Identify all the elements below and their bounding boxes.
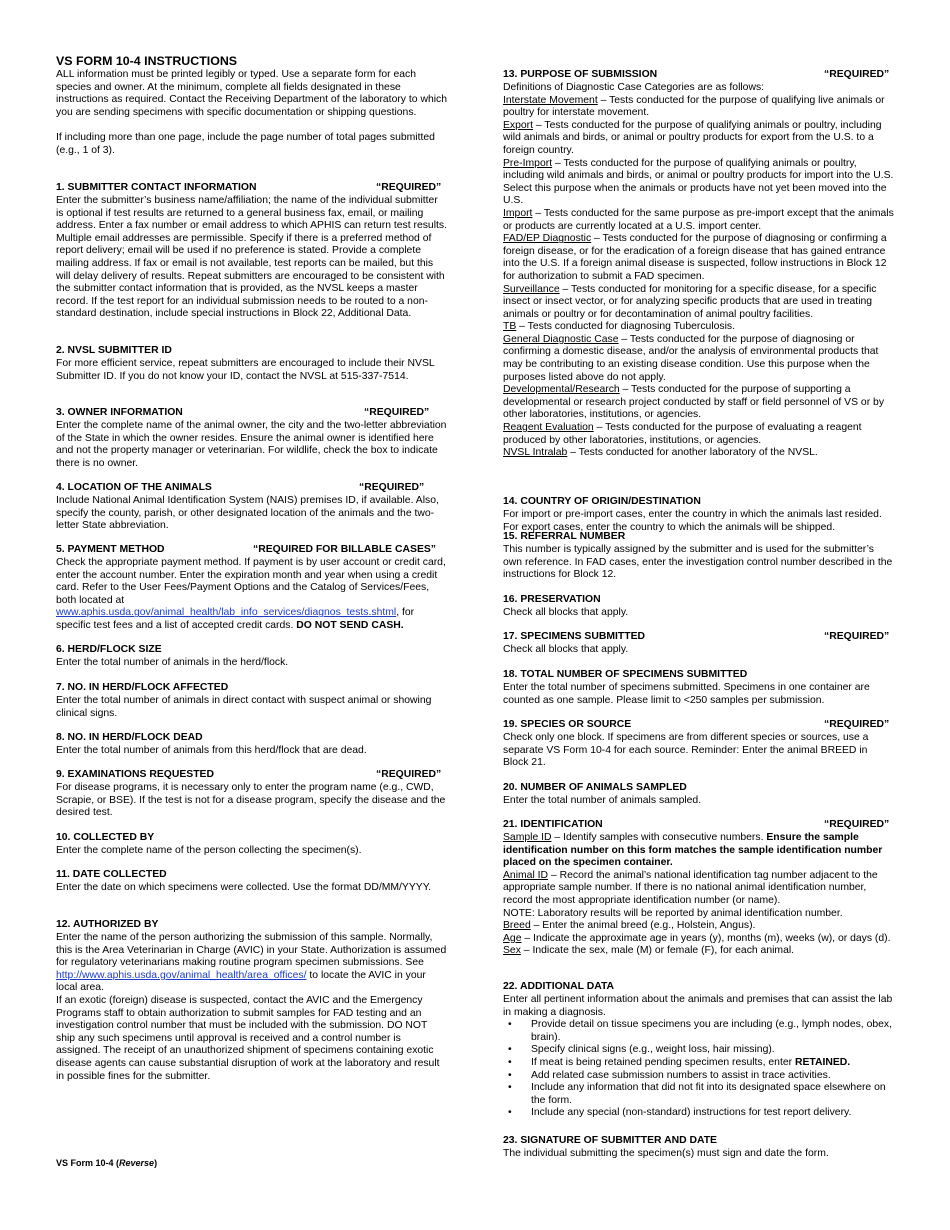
purpose-text: – Tests conducted for the purpose of qualifying live animals or poultry for interstate movement. (503, 94, 885, 119)
purpose-text: – Tests conducted for another laboratory of the NVSL. (567, 447, 818, 459)
section-20 (503, 782, 895, 808)
purpose-term: Interstate Movement (503, 94, 598, 106)
section-body: Enter the submitter’s business name/affiliation; the name of the individual submitter is optional if test results are returned to a general business fax, email, or mailing address. Enter a fax number or email address to which APHIS can return test results. Multiple email addresses are permissible. Specify if there is a preferred method of report delivery; email will be used if no preference is stated. Provide a complete mailing address. If fax or email is not available, test reports can be mailed, but this will delay delivery of results. Repeat submitters are encouraged to be consistent with the submitter contact information that is provided, as the NVSL keeps a master record. If the test report for an individual submission needs to be routed to a non-standard destination, include special instructions in Block 22, Additional Data. (56, 195, 447, 320)
section-22 (503, 981, 895, 1120)
list-item: • Add related case submission numbers to assist in trace activities. (503, 1070, 895, 1083)
section-heading: 3. OWNER INFORMATION (56, 407, 183, 418)
section-6 (56, 644, 448, 670)
section-heading: 2. NVSL SUBMITTER ID (56, 345, 172, 356)
purpose-definition (503, 120, 895, 158)
purpose-text: – Tests conducted for monitoring for a specific disease, for a specific insect or insect vector, or for analyzing specific products that are used in treating animals or poultry or for decontamination of animal poultry facilities. (503, 283, 877, 320)
section-heading: 11. DATE COLLECTED (56, 869, 167, 880)
purpose-text: – Tests conducted for the purpose of supporting a developmental or research project conducted by staff or field personnel of VS or by other laboratories, institutions, or agencies. (503, 384, 885, 421)
section-body: Check all blocks that apply. (503, 607, 629, 618)
required-label: “REQUIRED” (824, 631, 890, 642)
purpose-term: General Diagnostic Case (503, 333, 619, 345)
section-19 (503, 719, 895, 770)
additional-data-list (503, 1019, 895, 1120)
section-heading: 12. AUTHORIZED BY (56, 919, 159, 930)
section-body: The individual submitting the specimen(s) must sign and date the form. (503, 1148, 829, 1159)
required-label: “REQUIRED” (824, 719, 890, 730)
intro (56, 69, 448, 158)
list-item: • If meat is being retained pending specimen results, enter RETAINED. (503, 1057, 895, 1070)
list-item: • Include any special (non-standard) instructions for test report delivery. (503, 1107, 895, 1120)
section-9 (56, 769, 448, 820)
list-item: • Include any information that did not fit into its designated space elsewhere on the form. (503, 1082, 895, 1107)
section-heading: 16. PRESERVATION (503, 594, 601, 605)
section-heading: 17. SPECIMENS SUBMITTED (503, 631, 646, 642)
section-body: Enter the total number of animals sampled. (503, 795, 702, 806)
section-21: 21. IDENTIFICATION “REQUIRED” Sample ID – Identify samples with consecutive numbers. Ensure the sample identification number on this form matches the sample identification number placed on the specimen container. Animal ID – Record the animal’s national identification tag number adjacent to the appropriate sample number. If there is no national animal identification number, record the most appropriate identification number (or name). NOTE: Laboratory results will be reported by animal identification number. Breed – Enter the animal breed (e.g., Holstein, Angus). Age – Indicate the approximate age in years (y), months (m), weeks (w), or days (d). Sex – Indicate the sex, male (M) or female (F), for each animal. (503, 819, 895, 958)
section-heading: 8. NO. IN HERD/FLOCK DEAD (56, 732, 203, 743)
purpose-term: Developmental/Research (503, 384, 620, 396)
intro-pages-text: If including more than one page, include the page number of total pages submitted (e.g., 1 of 3). (56, 132, 435, 156)
purpose-text: – Tests conducted for diagnosing Tuberculosis. (516, 321, 736, 333)
section-body: Include National Animal Identification System (NAIS) premises ID, if available. Also, specify the county, parish, or other designated location of the animals and the two-letter State abbreviation. (56, 495, 439, 532)
required-label: “REQUIRED” (824, 69, 890, 80)
section-heading: 14. COUNTRY OF ORIGIN/DESTINATION (503, 496, 701, 507)
section-14 (503, 496, 895, 534)
purpose-definition (503, 384, 895, 422)
section-heading: 18. TOTAL NUMBER OF SPECIMENS SUBMITTED (503, 669, 748, 680)
purpose-term: Reagent Evaluation (503, 422, 594, 434)
section-body: Check the appropriate payment method. If payment is by user account or credit card, enter the account number. Enter the expiration month and year when using a credit card. Refer to the User Fees/Payment Options and the Catalog of Services/Fees, both located at (56, 557, 446, 606)
no-cash-warning: DO NOT SEND CASH. (296, 619, 404, 631)
purpose-definition (503, 158, 895, 208)
section-heading: 6. HERD/FLOCK SIZE (56, 644, 162, 655)
section-heading: 23. SIGNATURE OF SUBMITTER AND DATE (503, 1135, 717, 1146)
purpose-definition (503, 284, 895, 322)
breed-term: Breed (503, 920, 531, 932)
fees-link[interactable]: www.aphis.usda.gov/animal_health/lab_info_services/diagnos_tests.shtml (56, 607, 397, 619)
section-heading: 9. EXAMINATIONS REQUESTED (56, 769, 214, 780)
purpose-term: NVSL Intralab (503, 447, 568, 459)
section-heading: 5. PAYMENT METHOD (56, 544, 165, 555)
section-body: Enter all pertinent information about the animals and premises that can assist the lab in making a diagnosis. (503, 994, 893, 1018)
section-intro: Definitions of Diagnostic Case Categories are as follows: (503, 82, 765, 93)
section-body: Enter the total number of animals in direct contact with suspect animal or showing clinical signs. (56, 695, 432, 719)
section-body: This number is typically assigned by the submitter and is used for the submitter’s own reference. In FAD cases, enter the investigation control number described in the instructions for Block 12. (503, 544, 893, 581)
section-5: 5. PAYMENT METHOD “REQUIRED FOR BILLABLE CASES” Check the appropriate payment method. If payment is by user account or credit card, enter the account number. Enter the expiration month and year when using a credit card. Refer to the User Fees/Payment Options and the Catalog of Services/Fees, both located at www.aphis.usda.gov/animal_health/lab_info_services/diagnos_tests.shtml, for specific test fees and a list of accepted credit cards. DO NOT SEND CASH. (56, 544, 446, 631)
section-body: Check all blocks that apply. (503, 644, 629, 655)
section-heading: 21. IDENTIFICATION (503, 819, 603, 830)
purpose-definition (503, 422, 895, 447)
purpose-definition (503, 447, 895, 460)
purpose-text: – Tests conducted for the same purpose as pre-import except that the animals or products are currently located at a U.S. import center. (503, 207, 894, 232)
section-8 (56, 732, 448, 758)
section-body: Enter the complete name of the animal owner, the city and the two-letter abbreviation of the State in which the owner resides. Ensure the animal owner is identified here and not the property manager or veterinarian. For wildlife, check the box to indicate there is no owner. (56, 420, 447, 469)
section-body: For more efficient service, repeat submitters are encouraged to include their NVSL Submitter ID. If you do not know your ID, contact the NVSL at 515-337-7514. (56, 358, 435, 382)
required-label: “REQUIRED” (359, 482, 425, 493)
section-body: Enter the total number of animals in the herd/flock. (56, 657, 289, 668)
section-body: For import or pre-import cases, enter the country in which the animals last resided. For export cases, enter the country to which the animals will be shipped. (503, 509, 882, 533)
purpose-text: – Tests conducted for the purpose of qualifying animals or poultry, including wild animals and birds, or animal or poultry products for export from the U.S. to a foreign country. (503, 119, 882, 156)
section-11 (56, 869, 448, 895)
intro-text: ALL information must be printed legibly or typed. Use a separate form for each species and owner. At the minimum, complete all fields designated in these instructions as required. Contact the Receiving Department of the laboratory to which you are sending specimens with specific documentation or shipping questions. (56, 69, 448, 118)
purpose-term: Export (503, 119, 534, 131)
section-body: Enter the total number of specimens submitted. Specimens in one container are counted as one sample. Please limit to <250 samples per submission. (503, 682, 870, 706)
required-label: “REQUIRED” (364, 407, 430, 418)
purpose-definition (503, 208, 895, 233)
area-offices-link[interactable]: http://www.aphis.usda.gov/animal_health/area_offices/ (56, 969, 307, 981)
sample-id-term: Sample ID (503, 832, 552, 843)
section-heading: 15. REFERRAL NUMBER (503, 531, 626, 542)
purpose-text: – Tests conducted for the purpose of diagnosing or confirming a domestic disease, and/or the analysis of environmental products that may be contributing to an existing disease condition. Use this purpose when the purposes listed above do not apply. (503, 333, 879, 383)
page-title: VS FORM 10-4 INSTRUCTIONS (56, 54, 238, 68)
section-4 (56, 482, 448, 533)
purpose-term: FAD/EP Diagnostic (503, 233, 592, 245)
section-17 (503, 631, 895, 657)
section-10 (56, 832, 448, 858)
page-footer: VS Form 10-4 (Reverse) (56, 1158, 158, 1168)
exotic-disease-text: If an exotic (foreign) disease is suspected, contact the AVIC and the Emergency Programs staff to obtain authorization to submit samples for FAD testing and an investigation control number that must be included with the submission. DO NOT ship any such specimens until approval is received and a control number is assigned. The receipt of an unauthorized shipment of specimens containing exotic disease agents can cause substantial disruption of work at the laboratory and result in possible fines for the submitter. (56, 994, 440, 1082)
purpose-text: – Tests conducted for the purpose of evaluating a reagent produced by other laboratories, institutions, or agencies. (503, 422, 862, 446)
note-text: NOTE: Laboratory results will be reported by animal identification number. (503, 907, 843, 919)
purpose-term: Import (503, 207, 533, 219)
section-7 (56, 682, 448, 720)
list-item: • Provide detail on tissue specimens you are including (e.g., lymph nodes, obex, brain). (503, 1019, 895, 1044)
section-heading: 7. NO. IN HERD/FLOCK AFFECTED (56, 682, 229, 693)
purpose-term: TB (503, 321, 517, 333)
section-body: Enter the total number of animals from this herd/flock that are dead. (56, 745, 367, 756)
section-heading: 4. LOCATION OF THE ANIMALS (56, 482, 212, 493)
section-body: Enter the complete name of the person collecting the specimen(s). (56, 845, 362, 856)
section-13 (503, 69, 895, 460)
purpose-text: – Tests conducted for the purpose of qualifying animals or poultry, including wild animals and birds, or animal or poultry products for import into the U.S. Select this purpose when the animals or products have not yet been moved into the U.S. (503, 157, 894, 207)
section-2 (56, 345, 448, 383)
required-label: “REQUIRED” (376, 769, 442, 780)
section-body: Enter the date on which specimens were collected. Use the format DD/MM/YYYY. (56, 882, 432, 893)
section-body: Enter the name of the person authorizing the submission of this sample. Normally, this is the Area Veterinarian in Charge (AVIC) in your State. Authorization is assumed for regulatory veterinarians making routine program specimen submissions. See (56, 932, 447, 969)
section-3 (56, 407, 448, 470)
purpose-term: Surveillance (503, 283, 560, 295)
section-12: 12. AUTHORIZED BY Enter the name of the person authorizing the submission of this sample. Normally, this is the Area Veterinarian in Charge (AVIC) in your State. Authorization is assumed for regulatory veterinarians making routine program specimen submissions. See http://www.aphis.usda.gov/animal_health/area_offices/ to locate the AVIC in your local area. If an exotic (foreign) disease is suspected, contact the AVIC and the Emergency Programs staff to obtain authorization to submit samples for FAD testing and an investigation control number that must be included with the submission. DO NOT ship any such specimens until approval is received and a control number is assigned. The receipt of an unauthorized shipment of specimens containing exotic disease agents can cause substantial disruption of work at the laboratory and result in possible fines for the submitter. (56, 919, 447, 1082)
section-heading: 13. PURPOSE OF SUBMISSION (503, 69, 658, 80)
sample-id-warning: Ensure the sample identification number on this form matches the sample identification number placed on the specimen container. (503, 832, 883, 869)
sex-term: Sex (503, 945, 521, 957)
section-body: For disease programs, it is necessary only to enter the program name (e.g., CWD, Scrapie, or BSE). If the test is not for a disease program, specify the disease and the desired test. (56, 782, 446, 819)
section-heading: 22. ADDITIONAL DATA (503, 981, 615, 992)
section-18 (503, 669, 895, 707)
purpose-definition (503, 334, 895, 384)
required-label: “REQUIRED” (824, 819, 890, 830)
purpose-term: Pre-Import (503, 157, 553, 169)
section-15 (503, 531, 895, 582)
section-heading: 10. COLLECTED BY (56, 832, 155, 843)
list-item: • Specify clinical signs (e.g., weight loss, hair missing). (503, 1044, 895, 1057)
purpose-definition (503, 95, 895, 120)
required-label: “REQUIRED” (376, 182, 442, 193)
required-label: “REQUIRED FOR BILLABLE CASES” (253, 544, 436, 555)
purpose-list (503, 95, 895, 460)
age-term: Age (503, 932, 522, 944)
section-1 (56, 182, 448, 321)
section-16 (503, 594, 895, 620)
section-23 (503, 1135, 895, 1161)
section-heading: 19. SPECIES OR SOURCE (503, 719, 632, 730)
animal-id-term: Animal ID (503, 869, 549, 881)
purpose-definition (503, 233, 895, 283)
section-heading: 1. SUBMITTER CONTACT INFORMATION (56, 182, 257, 193)
section-heading: 20. NUMBER OF ANIMALS SAMPLED (503, 782, 687, 793)
section-body: Check only one block. If specimens are from different species or sources, use a separate VS Form 10-4 for each source. Reminder: Enter the animal BREED in Block 21. (503, 732, 869, 769)
purpose-definition (503, 321, 895, 334)
purpose-text: – Tests conducted for the purpose of diagnosing or confirming a foreign disease, or for the eradication of a foreign disease that has gained entrance into the U.S. If a foreign animal disease is suspected, follow instructions in Block 12 for authorization to submit a FAD specimen. (503, 233, 887, 282)
